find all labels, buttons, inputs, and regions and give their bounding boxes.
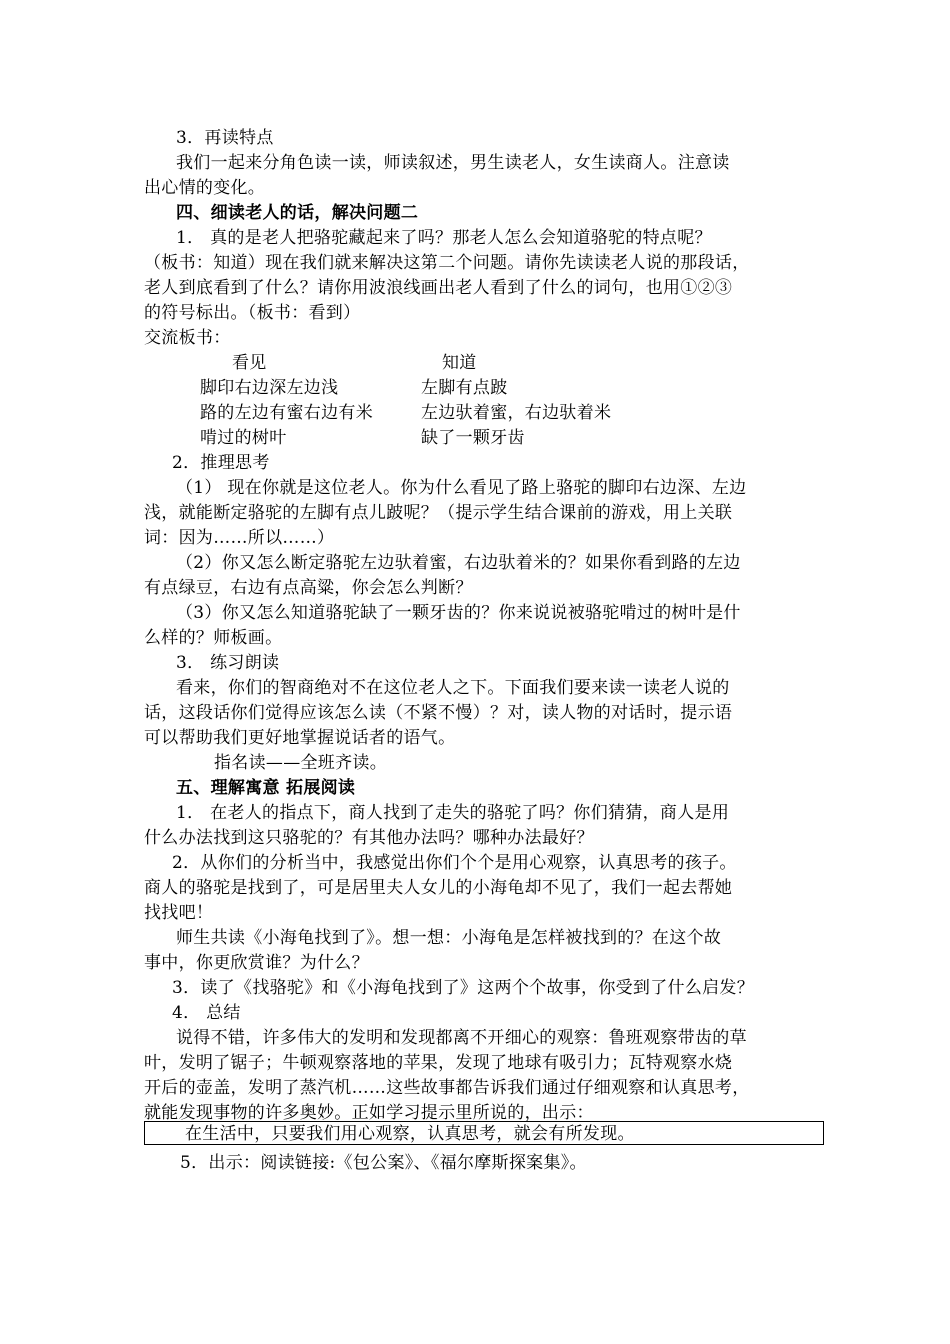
paragraph-line: 师生共读《小海龟找到了》。想一想：小海龟是怎样被找到的？在这个故 bbox=[176, 928, 722, 948]
paragraph-line: 叶，发明了锯子；牛顿观察落地的苹果，发现了地球有吸引力；瓦特观察水烧 bbox=[144, 1053, 733, 1073]
item-4-heading: 4． 总结 bbox=[172, 1003, 241, 1023]
paragraph-line: （3）你又怎么知道骆驼缺了一颗牙齿的？你来说说被骆驼啃过的树叶是什 bbox=[176, 603, 741, 623]
paragraph-line: 词：因为……所以……） bbox=[144, 528, 335, 548]
item-3-practice-heading: 3． 练习朗读 bbox=[176, 653, 280, 673]
paragraph-line: 开后的壶盖，发明了蒸汽机……这些故事都告诉我们通过仔细观察和认真思考， bbox=[144, 1078, 750, 1098]
paragraph-line: 我们一起来分角色读一读，师读叙述，男生读老人，女生读商人。注意读 bbox=[176, 153, 730, 173]
paragraph-line: 商人的骆驼是找到了，可是居里夫人女儿的小海龟却不见了，我们一起去帮她 bbox=[144, 878, 733, 898]
paragraph-line: 么样的？师板画。 bbox=[144, 628, 283, 648]
board-cell-seen: 啃过的树叶 bbox=[200, 428, 287, 448]
paragraph-line: （板书：知道）现在我们就来解决这第二个问题。请你先读读老人说的那段话， bbox=[144, 253, 750, 273]
paragraph-line: 的符号标出。（板书：看到） bbox=[144, 303, 361, 323]
paragraph-line: 就能发现事物的许多奥妙。正如学习提示里所说的，出示： bbox=[144, 1103, 594, 1123]
paragraph-line: 2．从你们的分析当中，我感觉出你们个个是用心观察，认真思考的孩子。 bbox=[172, 853, 737, 873]
paragraph-line: 说得不错，许多伟大的发明和发现都离不开细心的观察：鲁班观察带齿的草 bbox=[176, 1028, 747, 1048]
board-cell-seen: 路的左边有蜜右边有米 bbox=[200, 403, 373, 423]
paragraph-line: 看来，你们的智商绝对不在这位老人之下。下面我们要来读一读老人说的 bbox=[176, 678, 730, 698]
paragraph-line: 浅，就能断定骆驼的左脚有点儿跛呢？（提示学生结合课前的游戏，用上关联 bbox=[144, 503, 733, 523]
board-cell-known: 左脚有点跛 bbox=[421, 378, 508, 398]
board-cell-known: 缺了一颗牙齿 bbox=[421, 428, 525, 448]
paragraph-line: 老人到底看到了什么？请你用波浪线画出老人看到了什么的词句，也用①②③ bbox=[144, 278, 733, 298]
paragraph-line: 3．读了《找骆驼》和《小海龟找到了》这两个个故事，你受到了什么启发？ bbox=[172, 978, 755, 998]
item-2-heading: 2．推理思考 bbox=[172, 453, 270, 473]
paragraph-line: （2）你又怎么断定骆驼左边驮着蜜，右边驮着米的？如果你看到路的左边 bbox=[176, 553, 741, 573]
paragraph-line: 找找吧！ bbox=[144, 903, 214, 923]
board-label: 交流板书： bbox=[144, 328, 231, 348]
paragraph-line: 出心情的变化。 bbox=[144, 178, 266, 198]
item-3-heading: 3．再读特点 bbox=[176, 128, 274, 148]
board-column-header-known: 知道 bbox=[442, 353, 477, 373]
board-cell-seen: 脚印右边深左边浅 bbox=[200, 378, 339, 398]
board-cell-known: 左边驮着蜜，右边驮着米 bbox=[421, 403, 612, 423]
paragraph-line: 指名读——全班齐读。 bbox=[214, 753, 387, 773]
paragraph-line: 1． 在老人的指点下，商人找到了走失的骆驼了吗？你们猜猜，商人是用 bbox=[176, 803, 730, 823]
paragraph-line: （1） 现在你就是这位老人。你为什么看见了路上骆驼的脚印右边深、左边 bbox=[176, 478, 747, 498]
section-5-heading: 五、理解寓意 拓展阅读 bbox=[176, 778, 356, 798]
board-column-header-seen: 看见 bbox=[232, 353, 267, 373]
section-4-heading: 四、细读老人的话，解决问题二 bbox=[176, 203, 419, 223]
highlight-box-text: 在生活中，只要我们用心观察，认真思考，就会有所发现。 bbox=[185, 1124, 635, 1144]
item-5-reading-links: 5．出示：阅读链接:《包公案》、《福尔摩斯探案集》。 bbox=[180, 1153, 587, 1173]
paragraph-line: 有点绿豆，右边有点高粱，你会怎么判断？ bbox=[144, 578, 473, 598]
paragraph-line: 事中，你更欣赏谁？为什么？ bbox=[144, 953, 369, 973]
paragraph-line: 什么办法找到这只骆驼的？有其他办法吗？哪种办法最好？ bbox=[144, 828, 594, 848]
paragraph-line: 话，这段话你们觉得应该怎么读（不紧不慢）？对，读人物的对话时，提示语 bbox=[144, 703, 733, 723]
paragraph-line: 1． 真的是老人把骆驼藏起来了吗？那老人怎么会知道骆驼的特点呢？ bbox=[176, 228, 712, 248]
paragraph-line: 可以帮助我们更好地掌握说话者的语气。 bbox=[144, 728, 456, 748]
